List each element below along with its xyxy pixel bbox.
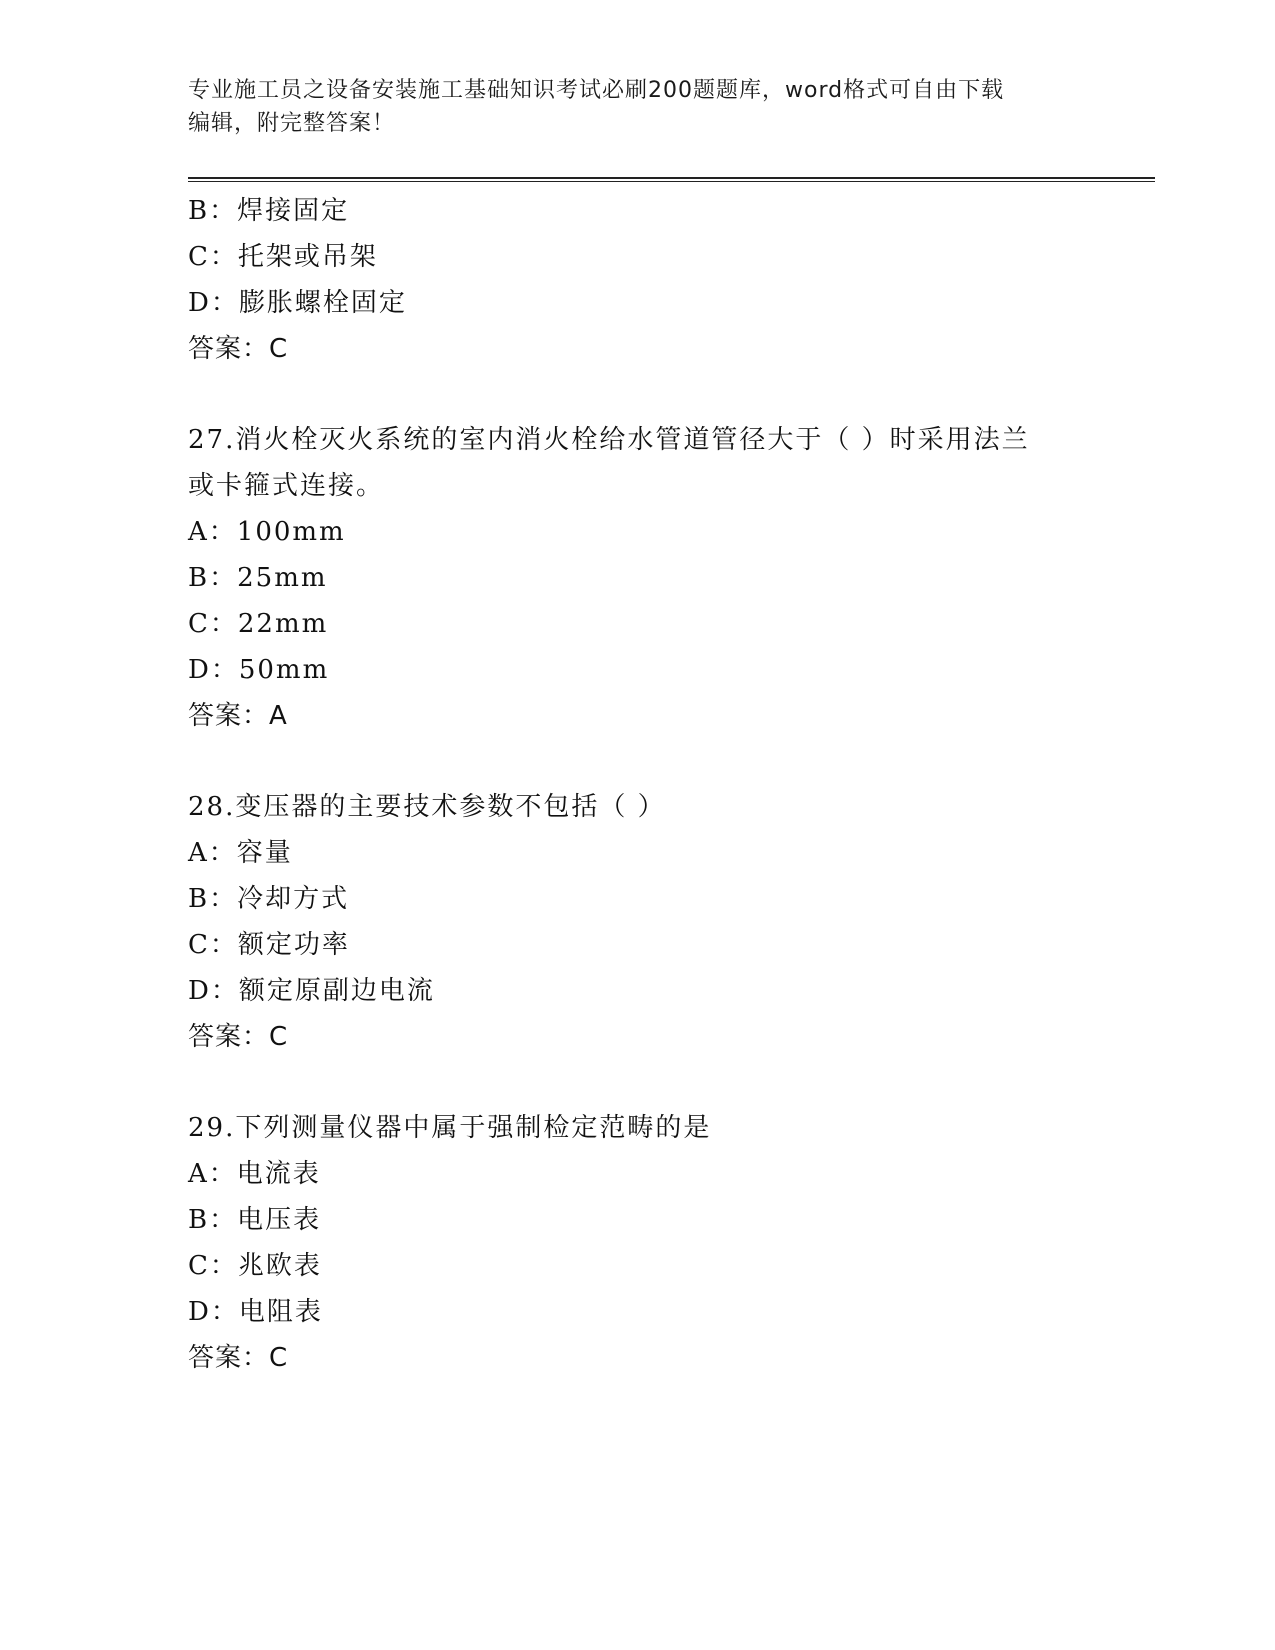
document-header bbox=[188, 74, 1078, 140]
option-a: A：100mm bbox=[188, 517, 346, 547]
option-d: D：50mm bbox=[188, 655, 330, 685]
answer-line: 答案：C bbox=[188, 334, 289, 364]
option-c: C：22mm bbox=[188, 609, 329, 639]
option-d: D：额定原副边电流 bbox=[188, 976, 435, 1006]
option-b: B：电压表 bbox=[188, 1205, 322, 1235]
option-a: A：容量 bbox=[188, 838, 293, 868]
question-stem: 29.下列测量仪器中属于强制检定范畴的是 bbox=[188, 1113, 712, 1143]
option-b: B：25mm bbox=[188, 563, 328, 593]
header-line-1: 专业施工员之设备安装施工基础知识考试必刷200题题库，word格式可自由下载 bbox=[188, 78, 1005, 103]
option-b: B：冷却方式 bbox=[188, 884, 350, 914]
option-c: C：额定功率 bbox=[188, 930, 350, 960]
question-28 bbox=[188, 784, 1088, 1060]
option-b: B：焊接固定 bbox=[188, 196, 350, 226]
option-a: A：电流表 bbox=[188, 1159, 321, 1189]
question-stem-continued: 或卡箍式连接。 bbox=[188, 471, 385, 501]
answer-line: 答案：C bbox=[188, 1022, 289, 1052]
header-divider bbox=[188, 177, 1155, 182]
question-29 bbox=[188, 1105, 1088, 1381]
question-26-continued bbox=[188, 188, 1088, 372]
header-line-2: 编辑，附完整答案！ bbox=[188, 111, 396, 136]
option-d: D：膨胀螺栓固定 bbox=[188, 288, 407, 318]
option-d: D：电阻表 bbox=[188, 1297, 323, 1327]
question-list bbox=[188, 188, 1088, 1381]
option-c: C：托架或吊架 bbox=[188, 242, 378, 272]
option-c: C：兆欧表 bbox=[188, 1251, 322, 1281]
question-stem: 27.消火栓灭火系统的室内消火栓给水管道管径大于（ ）时采用法兰 bbox=[188, 425, 1030, 455]
question-27 bbox=[188, 417, 1088, 739]
answer-line: 答案：C bbox=[188, 1343, 289, 1373]
question-stem: 28.变压器的主要技术参数不包括（ ） bbox=[188, 792, 666, 822]
answer-line: 答案：A bbox=[188, 701, 288, 731]
